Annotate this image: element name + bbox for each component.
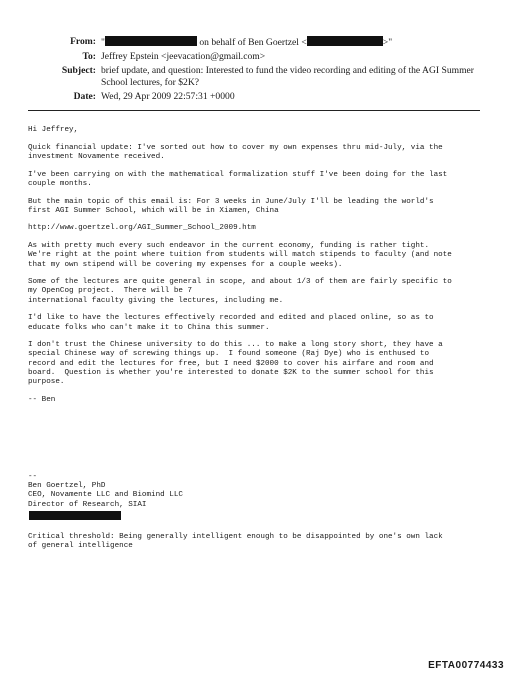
signature-quote: Critical threshold: Being generally intelligent enough to be disappointed by one's own lack of general intelligence <box>28 533 443 551</box>
signature-name: Ben Goertzel, PhD <box>28 482 106 491</box>
date-value: Wed, 29 Apr 2009 22:57:31 +0000 <box>101 91 235 102</box>
signature-title: Director of Research, SIAI <box>28 500 147 509</box>
subject-row <box>20 65 490 89</box>
signature-block <box>28 473 490 520</box>
to-label: To: <box>82 51 96 62</box>
redaction-block <box>307 36 383 46</box>
redaction-block <box>29 511 121 520</box>
date-label: Date: <box>73 91 96 102</box>
summer-school-link: http://www.goertzel.org/AGI_Summer_School_2009.htm <box>28 224 256 233</box>
to-row <box>20 51 490 63</box>
from-label: From: <box>70 36 96 47</box>
from-value: " on behalf of Ben Goertzel < >" <box>101 37 393 48</box>
date-row <box>20 91 490 103</box>
body-paragraph: As with pretty much every such endeavor in the current economy, funding is rather tight. We're right at the point where tuition from students will match stipends to faculty (and note that my own stipend will be covering my expenses for a couple weeks). <box>28 242 452 269</box>
body-paragraph: I've been carrying on with the mathematical formalization stuff I've been doing for the last couple months. <box>28 170 448 188</box>
header-divider <box>28 110 480 111</box>
subject-label: Subject: <box>61 65 96 76</box>
body-paragraph: I'd like to have the lectures effectively recorded and edited and placed online, so as to educate folks who can't make it to China this summer. <box>28 314 434 332</box>
signoff: -- Ben <box>28 395 56 404</box>
document-stamp: EFTA00774433 <box>428 660 504 671</box>
email-body <box>28 126 490 413</box>
redaction-block <box>105 36 197 46</box>
signature-title: CEO, Novamente LLC and Biomind LLC <box>28 491 183 500</box>
body-paragraph: But the main topic of this email is: For 3 weeks in June/July I'll be leading the world's first AGI Summer School, which will be in Xiamen, China <box>28 197 434 215</box>
email-header <box>20 36 490 105</box>
body-paragraph: Some of the lectures are quite general in scope, and about 1/3 of them are fairly specific to my OpenCog project. There will be 7 international faculty giving the lectures, including me. <box>28 278 452 305</box>
body-paragraph: Quick financial update: I've sorted out how to cover my own expenses thru mid-July, via the investment Novamente received. <box>28 143 443 161</box>
greeting: Hi Jeffrey, <box>28 126 79 134</box>
subject-value: brief update, and question: Interested to fund the video recording and editing of the AGI Summer School lectures, for $2K? <box>101 65 474 88</box>
from-row <box>20 36 490 49</box>
body-paragraph: I don't trust the Chinese university to do this ... to make a long story short, they have a special Chinese way of screwing things up. I found someone (Raj Dye) who is enthused to record and edit the lectures for free, but I need $2000 to cover his airfare and room and board. Question is whether you're interested to donate $2K to the summer school for this purpose. <box>28 341 443 387</box>
signature-dashes: -- <box>28 473 38 481</box>
to-value: Jeffrey Epstein <jeevacation@gmail.com> <box>101 51 266 62</box>
